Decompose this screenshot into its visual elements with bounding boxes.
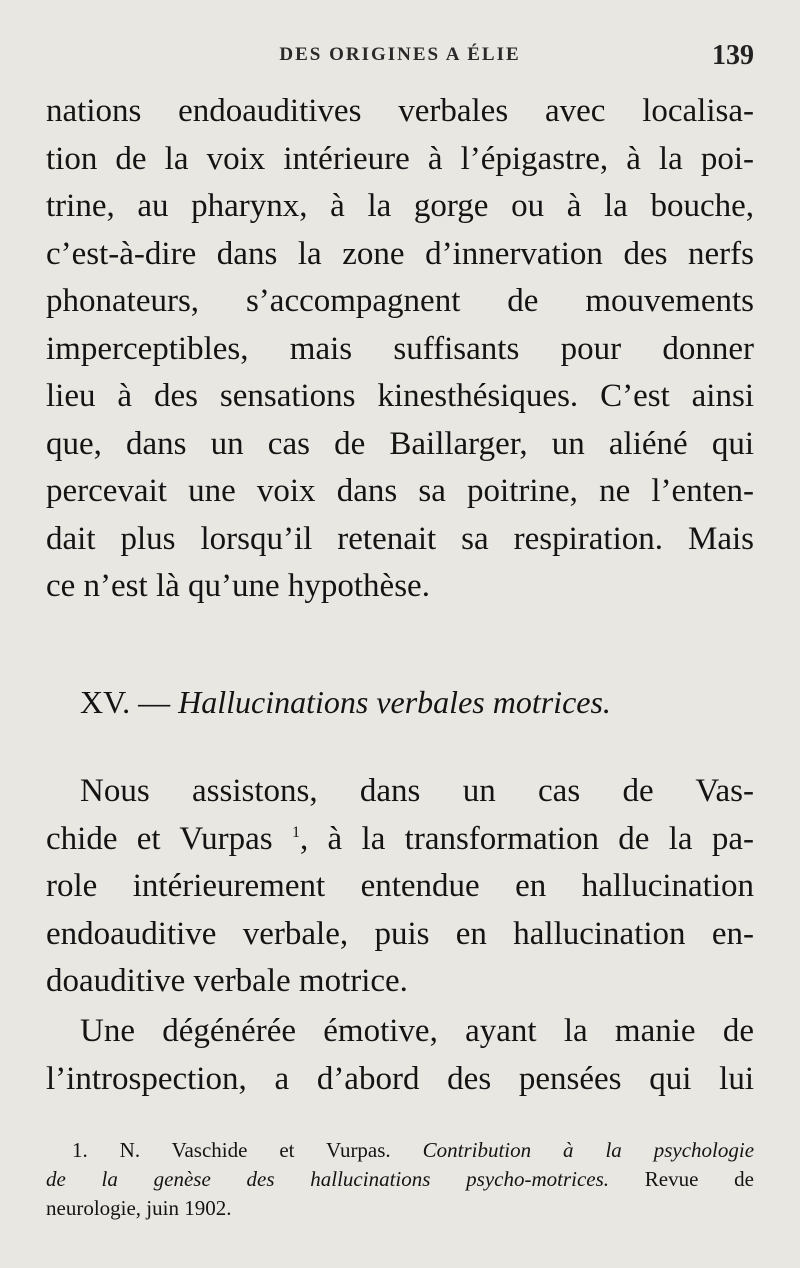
section-number: XV. — xyxy=(80,684,171,720)
text-line: phonateurs, s’accompagnent de mouvements xyxy=(46,283,754,319)
text-line: tion de la voix intérieure à l’épigastre, à la poi- xyxy=(46,140,754,177)
text-line: que, dans un cas de Baillarger, un aliéné qui xyxy=(46,425,754,462)
footnote-line xyxy=(46,1165,754,1194)
text-line: lieu à des sensations kinesthésiques. C’est ainsi xyxy=(46,378,754,414)
text-line xyxy=(46,816,754,864)
paragraph-continued xyxy=(46,88,754,611)
footnote-title: de la genèse des hallucinations psycho-motrices. xyxy=(46,1167,610,1191)
footnote-reference: 1 xyxy=(291,823,300,841)
text-line: imperceptibles, mais suffisants pour donner xyxy=(46,330,754,367)
page-number: 139 xyxy=(712,40,754,71)
footnote-author: 1. N. Vaschide et Vurpas. xyxy=(72,1138,391,1162)
footnote-journal: Revue de xyxy=(644,1167,755,1191)
text-line: doauditive verbale motrice. xyxy=(46,963,408,999)
text-segment: chide et Vurpas xyxy=(46,820,273,857)
paragraph xyxy=(46,1008,754,1103)
text-line: role intérieurement entendue en hallucination xyxy=(46,868,754,904)
running-title: DES ORIGINES A ÉLIE xyxy=(279,44,521,65)
text-line: percevait une voix dans sa poitrine, ne l’enten- xyxy=(46,473,754,509)
text-line: Une dégénérée émotive, ayant la manie de xyxy=(80,1013,754,1049)
section-title: Hallucinations verbales motrices. xyxy=(178,684,611,720)
text-line: c’est-à-dire dans la zone d’innervation des nerfs xyxy=(46,235,754,272)
text-line: trine, au pharynx, à la gorge ou à la bouche, xyxy=(46,188,754,224)
text-line: ce n’est là qu’une hypothèse. xyxy=(46,568,430,604)
text-line: dait plus lorsqu’il retenait sa respiration. Mais xyxy=(46,520,754,557)
footnote xyxy=(46,1136,754,1223)
text-line: nations endoauditives verbales avec localisa- xyxy=(46,93,754,129)
footnote-line xyxy=(46,1136,754,1165)
section-heading xyxy=(80,684,740,721)
text-segment: , à la transformation de la pa- xyxy=(299,820,755,857)
text-line: endoauditive verbale, puis en hallucination en- xyxy=(46,915,754,952)
footnote-line: neurologie, juin 1902. xyxy=(46,1196,232,1220)
footnote-title: Contribution à la psychologie xyxy=(422,1138,755,1162)
paragraph xyxy=(46,768,754,1006)
running-head xyxy=(46,40,754,76)
text-line: Nous assistons, dans un cas de Vas- xyxy=(80,773,754,809)
text-line: l’introspection, a d’abord des pensées qui lui xyxy=(46,1060,754,1097)
